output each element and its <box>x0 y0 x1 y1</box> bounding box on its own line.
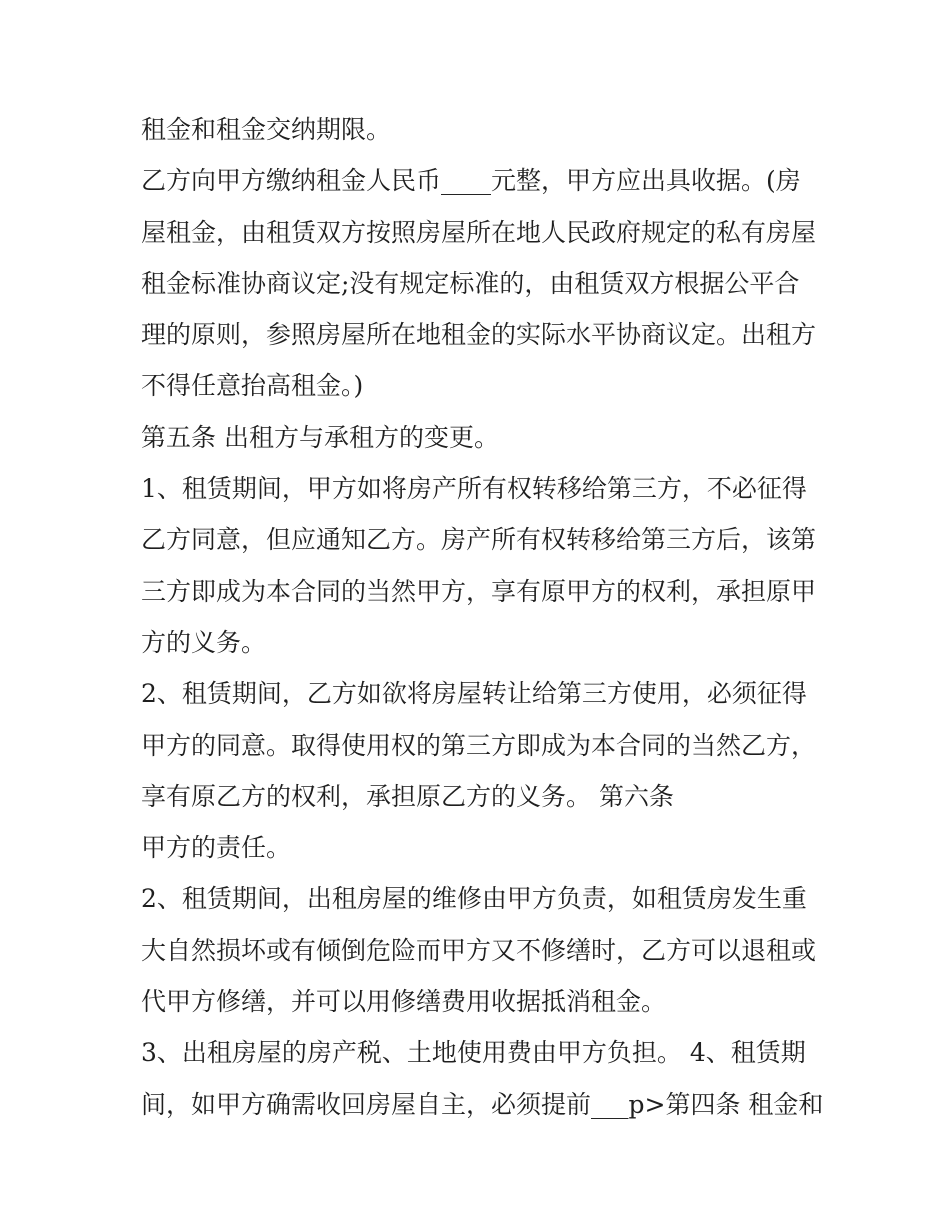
text-line: 1、租赁期间，甲方如将房产所有权转移给第三方，不必征得 <box>141 474 807 504</box>
text-line: 甲方的责任。 <box>141 833 292 863</box>
text-line: 2、租赁期间，乙方如欲将房屋转让给第三方使用，必须征得 <box>141 679 807 709</box>
text-line: 方的义务。 <box>141 627 267 657</box>
text-line: 租金标准协商议定;没有规定标准的，由租赁双方根据公平合 <box>141 268 800 298</box>
text-line: 代甲方修缮，并可以用修缮费用收据抵消租金。 <box>141 987 667 1017</box>
text-line: 三方即成为本合同的当然甲方，享有原甲方的权利，承担原甲 <box>141 576 817 606</box>
text-line: 3、出租房屋的房产税、土地使用费由甲方负担。 4、租赁期 <box>141 1038 806 1068</box>
text-line: 享有原乙方的权利，承担原乙方的义务。 第六条 <box>141 781 674 811</box>
text-line: 理的原则，参照房屋所在地租金的实际水平协商议定。出租方 <box>141 320 817 350</box>
text-line: 租金和租金交纳期限。 <box>141 115 392 144</box>
text-line: 不得任意抬高租金。) <box>141 371 364 401</box>
text-line: 间，如甲方确需收回房屋自主，必须提前___p>第四条 租金和 <box>141 1089 824 1119</box>
text-line: 乙方同意，但应通知乙方。房产所有权转移给第三方后，该第 <box>141 525 817 555</box>
text-line: 乙方向甲方缴纳租金人民币____元整，甲方应出具收据。(房 <box>141 166 801 196</box>
text-line: 屋租金，由租赁双方按照房屋所在地人民政府规定的私有房屋 <box>141 217 817 247</box>
text-line: 大自然损坏或有倾倒危险而甲方又不修缮时，乙方可以退租或 <box>141 935 817 965</box>
text-line: 2、租赁期间，出租房屋的维修由甲方负责，如租赁房发生重 <box>141 884 807 914</box>
contract-text <box>141 104 841 1130</box>
text-line: 甲方的同意。取得使用权的第三方即成为本合同的当然乙方， <box>141 730 817 760</box>
section-heading: 第五条 出租方与承租方的变更。 <box>141 422 499 452</box>
